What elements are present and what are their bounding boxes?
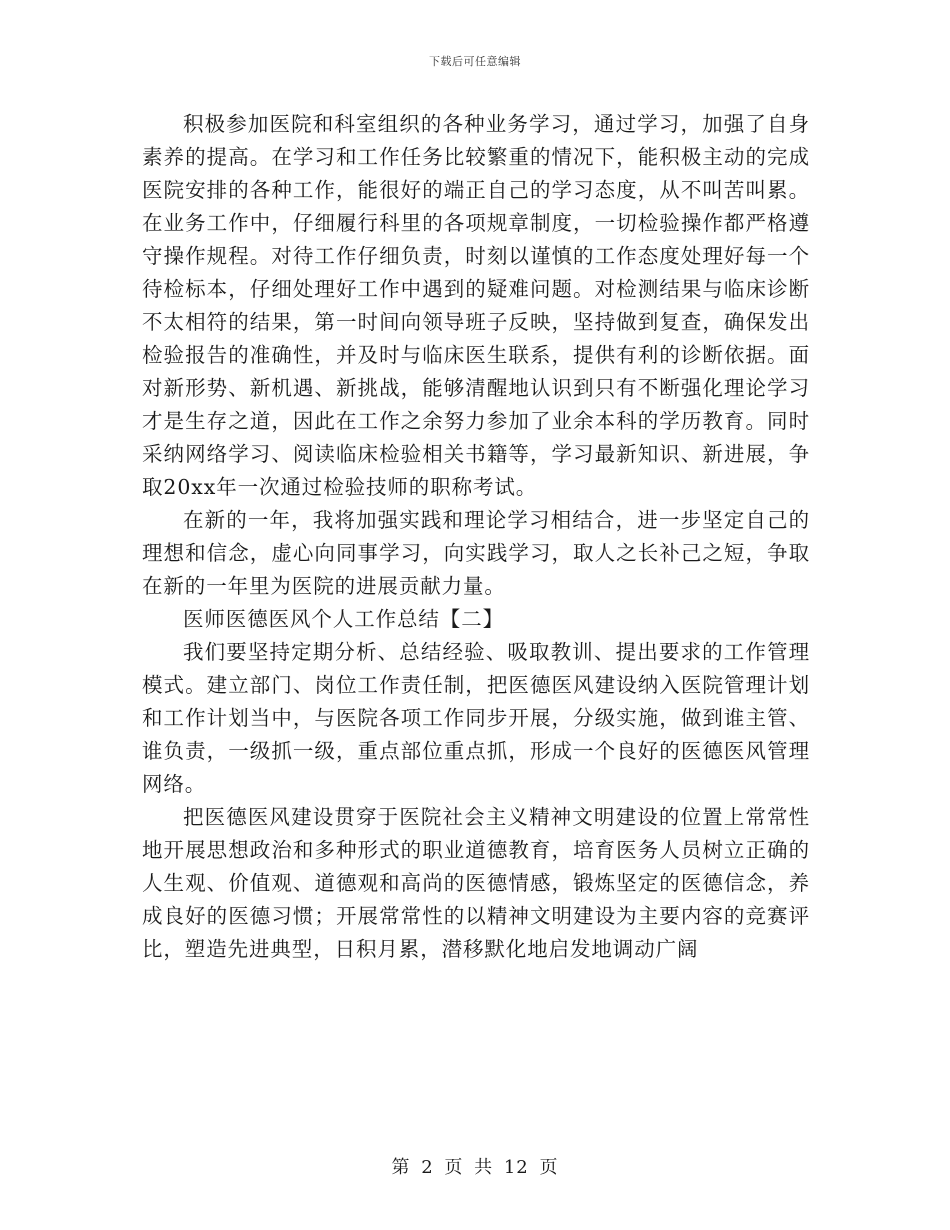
section-heading: 医师医德医风个人工作总结【二】 [183, 607, 504, 631]
body-paragraph: 我们要坚持定期分析、总结经验、吸取教训、提出要求的工作管理模式。建立部门、岗位工作责任制，把医德医风建设纳入医院管理计划和工作计划当中，与医院各项工作同步开展，分级实施，做到谁主管、谁负责，一级抓一级，重点部位重点抓，形成一个良好的医德医风管理网络。 [142, 640, 810, 796]
body-paragraph: 积极参加医院和科室组织的各种业务学习，通过学习，加强了自身素养的提高。在学习和工作任务比较繁重的情况下，能积极主动的完成医院安排的各种工作，能很好的端正自己的学习态度，从不叫苦叫累。在业务工作中，仔细履行科里的各项规章制度，一切检验操作都严格遵守操作规程。对待工作仔细负责，时刻以谨慎的工作态度处理好每一个待检标本，仔细处理好工作中遇到的疑难问题。对检测结果与临床诊断不太相符的结果，第一时间向领导班子反映，坚持做到复查，确保发出检验报告的准确性，并及时与临床医生联系，提供有利的诊断依据。面对新形势、新机遇、新挑战，能够清醒地认识到只有不断强化理论学习才是生存之道，因此在工作之余努力参加了业余本科的学历教育。同时采纳网络学习、阅读临床检验相关书籍等，学习最新知识、新进展，争取20xx年一次通过检验技师的职称考试。 [142, 112, 810, 499]
body-paragraph: 在新的一年，我将加强实践和理论学习相结合，进一步坚定自己的理想和信念，虚心向同事学习，向实践学习，取人之长补己之短，争取在新的一年里为医院的进展贡献力量。 [142, 508, 810, 598]
page-footer: 第 2 页 共 12 页 [391, 1157, 559, 1178]
header-note: 下载后可任意编辑 [429, 55, 521, 68]
document-body [142, 108, 810, 966]
body-paragraph: 把医德医风建设贯穿于医院社会主义精神文明建设的位置上常常性地开展思想政治和多种形式的职业道德教育，培育医务人员树立正确的人生观、价值观、道德观和高尚的医德情感，锻炼坚定的医德信念，养成良好的医德习惯；开展常常性的以精神文明建设为主要内容的竞赛评比，塑造先进典型，日积月累，潜移默化地启发地调动广阔 [142, 805, 810, 961]
